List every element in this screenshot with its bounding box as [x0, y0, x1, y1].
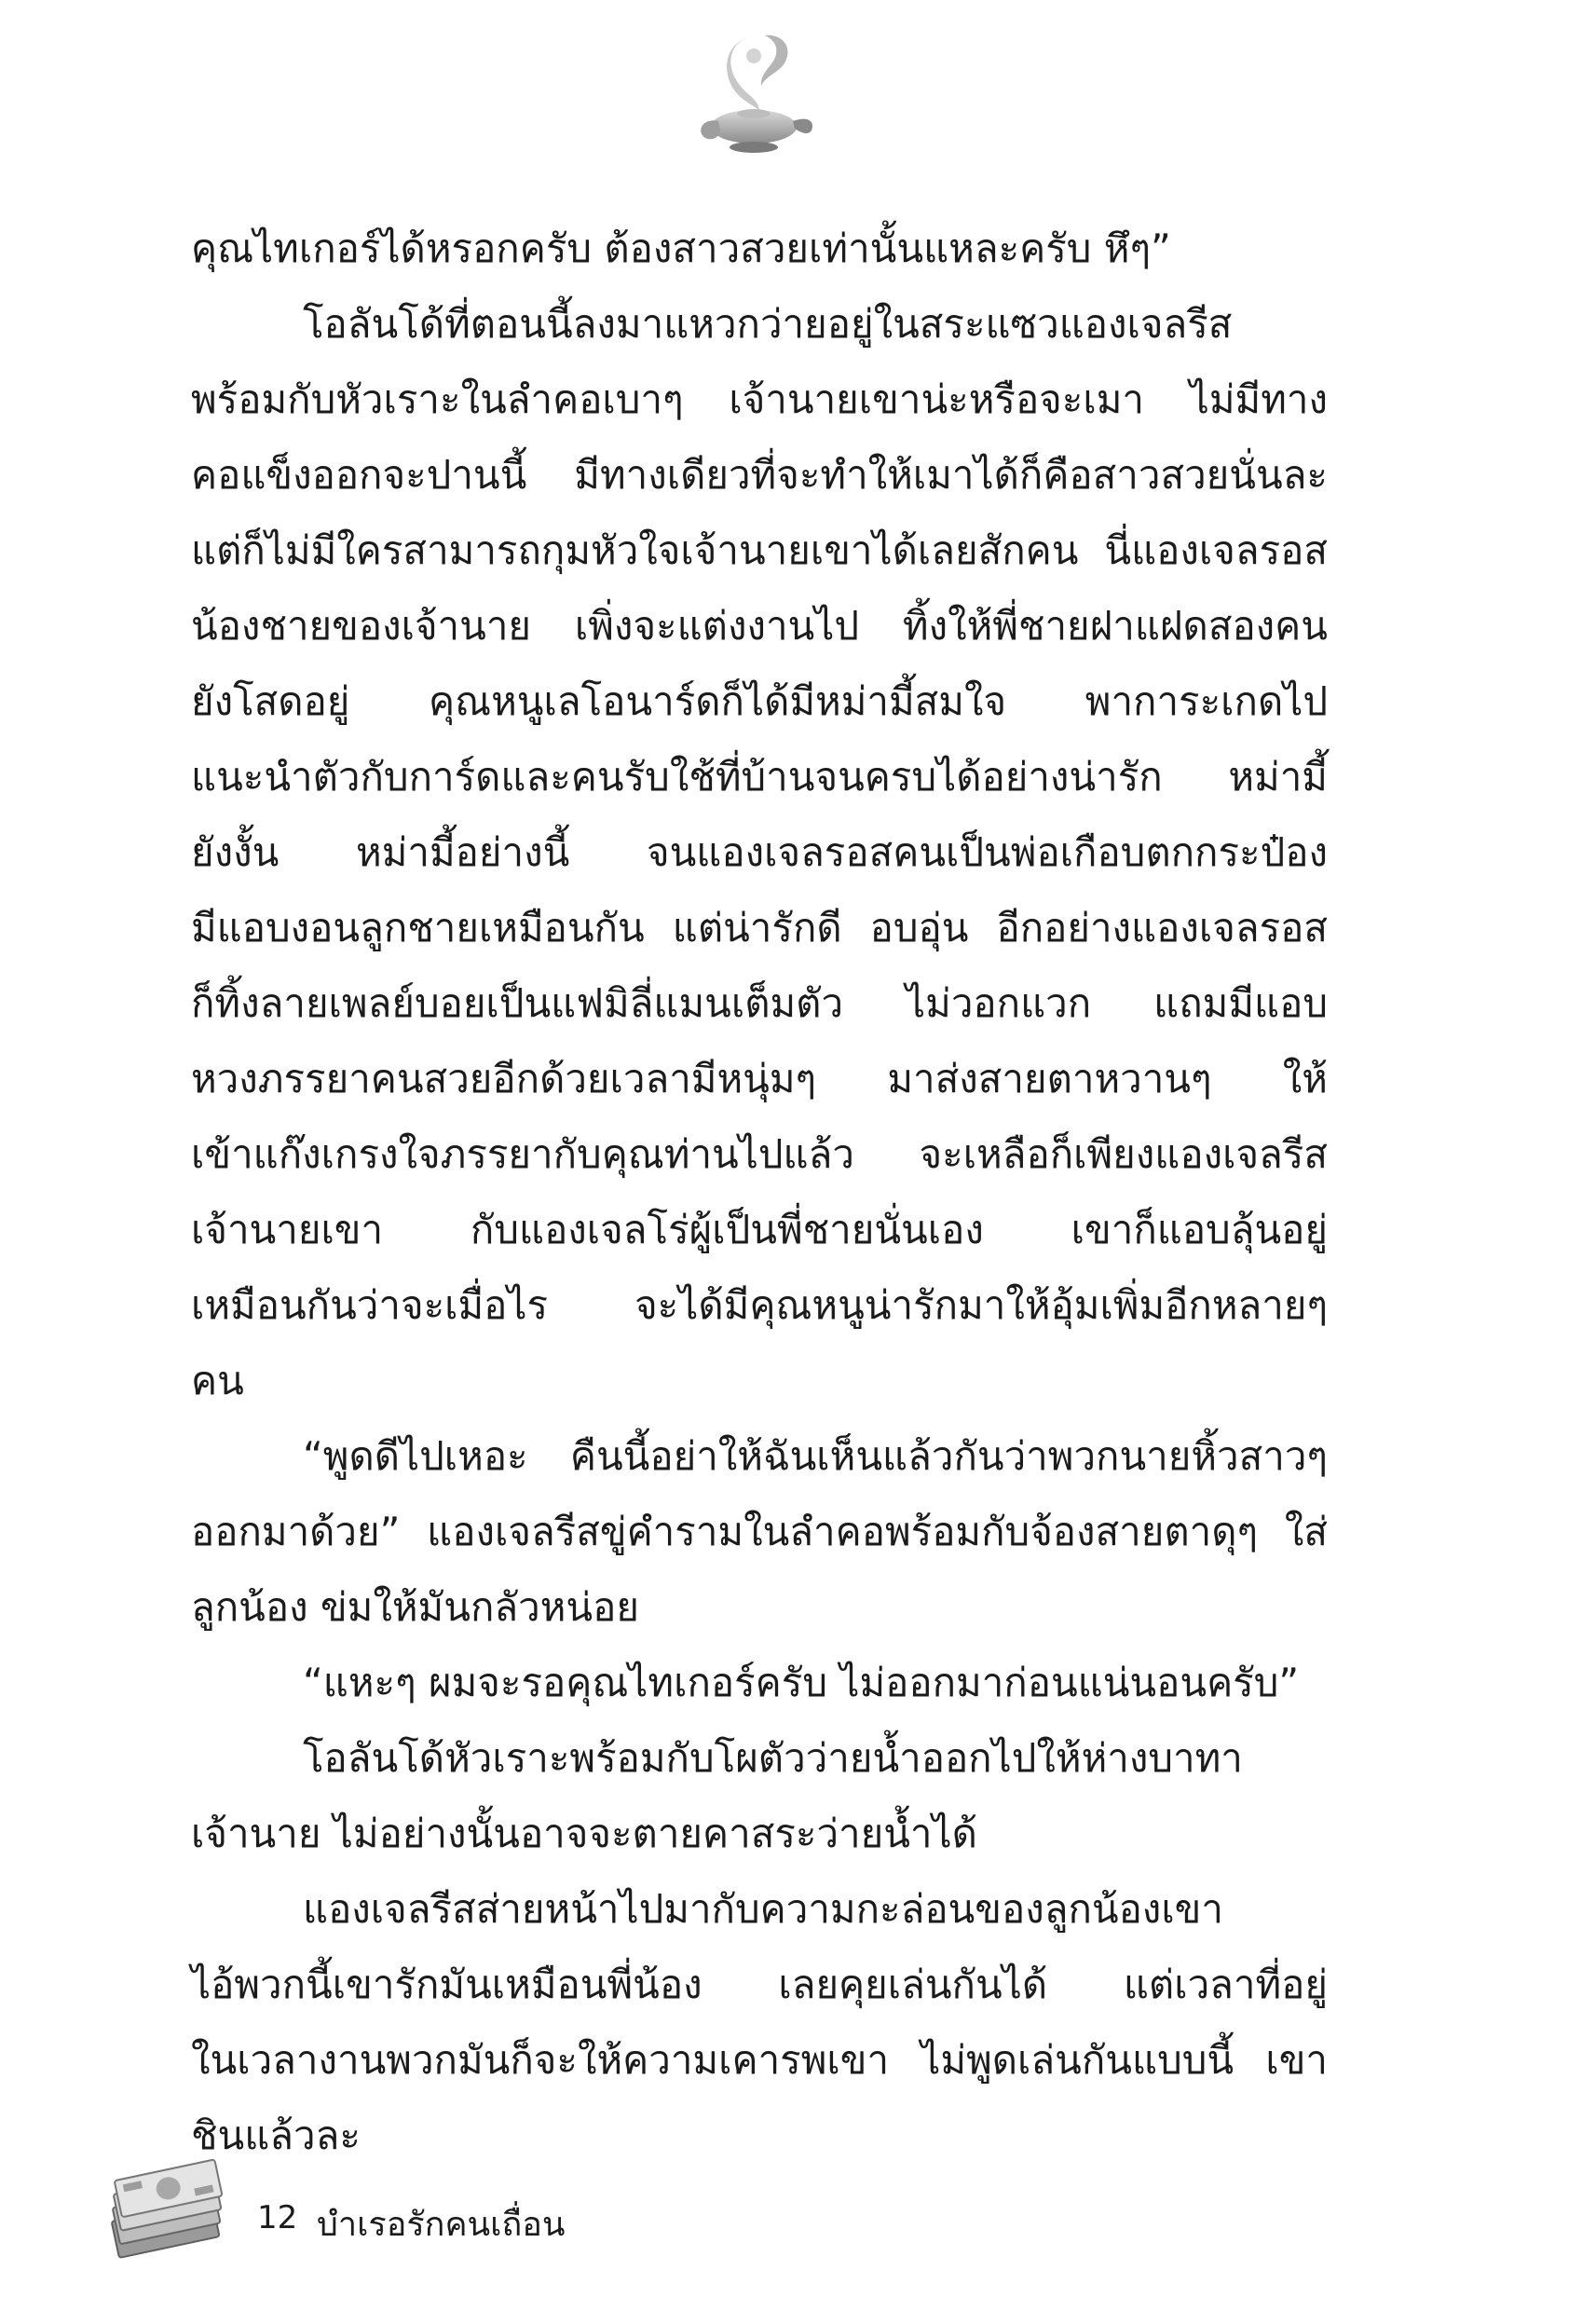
text-line: ไอ้พวกนี้เขารักมันเหมือนพี่น้อง เลยคุยเล่นกันได้ แต่เวลาที่อยู่ [191, 1962, 1328, 2007]
text-line: แนะนำตัวกับการ์ดและคนรับใช้ที่บ้านจนครบได้อย่างน่ารัก หม่ามี้ [191, 754, 1328, 800]
text-line: เจ้านายเขา กับแองเจลโร่ผู้เป็นพี่ชายนั่นเอง เขาก็แอบลุ้นอยู่ [191, 1207, 1328, 1252]
text-line: ก็ทิ้งลายเพลย์บอยเป็นแฟมิลี่แมนเต็มตัว ไม่วอกแวก แถมมีแอบ [191, 980, 1328, 1026]
page-number: 12 [257, 2199, 298, 2236]
text-line: หวงภรรยาคนสวยอีกด้วยเวลามีหนุ่มๆ มาส่งสายตาหวานๆ ให้ [191, 1056, 1328, 1101]
text-line: แองเจลรีสส่ายหน้าไปมากับความกะล่อนของลูกน้องเขา [303, 1886, 1223, 1932]
text-line: ลูกน้อง ข่มให้มันกลัวหน่อย [191, 1584, 639, 1630]
text-line: มีแอบงอนลูกชายเหมือนกัน แต่น่ารักดี อบอุ่น อีกอย่างแองเจลรอส [191, 905, 1328, 950]
text-line: ชินแล้วละ [191, 2113, 361, 2158]
text-line: คน [191, 1358, 244, 1403]
body-text [191, 211, 1328, 2173]
text-line: “แหะๆ ผมจะรอคุณไทเกอร์ครับ ไม่ออกมาก่อนแน่นอนครับ” [303, 1660, 1300, 1705]
text-line: พร้อมกับหัวเราะในลำคอเบาๆ เจ้านายเขาน่ะหรือจะเมา ไม่มีทาง [191, 376, 1328, 422]
text-line: โอลันโด้ที่ตอนนี้ลงมาแหวกว่ายอยู่ในสระแซวแองเจลรีส [303, 301, 1233, 347]
text-line: ยังงั้น หม่ามี้อย่างนี้ จนแองเจลรอสคนเป็นพ่อเกือบตกกระป๋อง [191, 829, 1328, 875]
genie-lamp-icon [692, 28, 818, 168]
text-line: เหมือนกันว่าจะเมื่อไร จะได้มีคุณหนูน่ารักมาให้อุ้มเพิ่มอีกหลายๆ [191, 1282, 1328, 1328]
book-title: บำเรอรักคนเถื่อน [317, 2206, 566, 2244]
text-line: ออกมาด้วย” แองเจลรีสขู่คำรามในลำคอพร้อมกับจ้องสายตาดุๆ ใส่ [191, 1509, 1328, 1554]
text-line: เจ้านาย ไม่อย่างนั้นอาจจะตายคาสระว่ายน้ำได้ [191, 1811, 977, 1856]
banknote-stack-icon [93, 2153, 233, 2264]
text-line: น้องชายของเจ้านาย เพิ่งจะแต่งงานไป ทิ้งให้พี่ชายฝาแฝดสองคน [191, 603, 1328, 649]
text-line: ในเวลางานพวกมันก็จะให้ความเคารพเขา ไม่พูดเล่นกันแบบนี้ เขา [191, 2037, 1328, 2083]
text-line: “พูดดีไปเหอะ คืนนี้อย่าให้ฉันเห็นแล้วกันว่าพวกนายหิ้วสาวๆ [303, 1433, 1328, 1479]
text-line: คอแข็งออกจะปานนี้ มีทางเดียวที่จะทำให้เมาได้ก็คือสาวสวยนั่นละ [191, 452, 1328, 498]
text-line: ยังโสดอยู่ คุณหนูเลโอนาร์ดก็ได้มีหม่ามี้สมใจ พาการะเกดไป [191, 678, 1328, 724]
page-footer [93, 2153, 745, 2264]
text-line: โอลันโด้หัวเราะพร้อมกับโผตัวว่ายน้ำออกไปให้ห่างบาทา [303, 1735, 1243, 1781]
text-line: คุณไทเกอร์ได้หรอกครับ ต้องสาวสวยเท่านั้นแหละครับ หึๆ” [191, 226, 1171, 271]
text-line: เข้าแก๊งเกรงใจภรรยากับคุณท่านไปแล้ว จะเหลือก็เพียงแองเจลรีส [191, 1131, 1328, 1177]
text-line: แต่ก็ไม่มีใครสามารถกุมหัวใจเจ้านายเขาได้เลยสักคน นี่แองเจลรอส [191, 527, 1328, 573]
